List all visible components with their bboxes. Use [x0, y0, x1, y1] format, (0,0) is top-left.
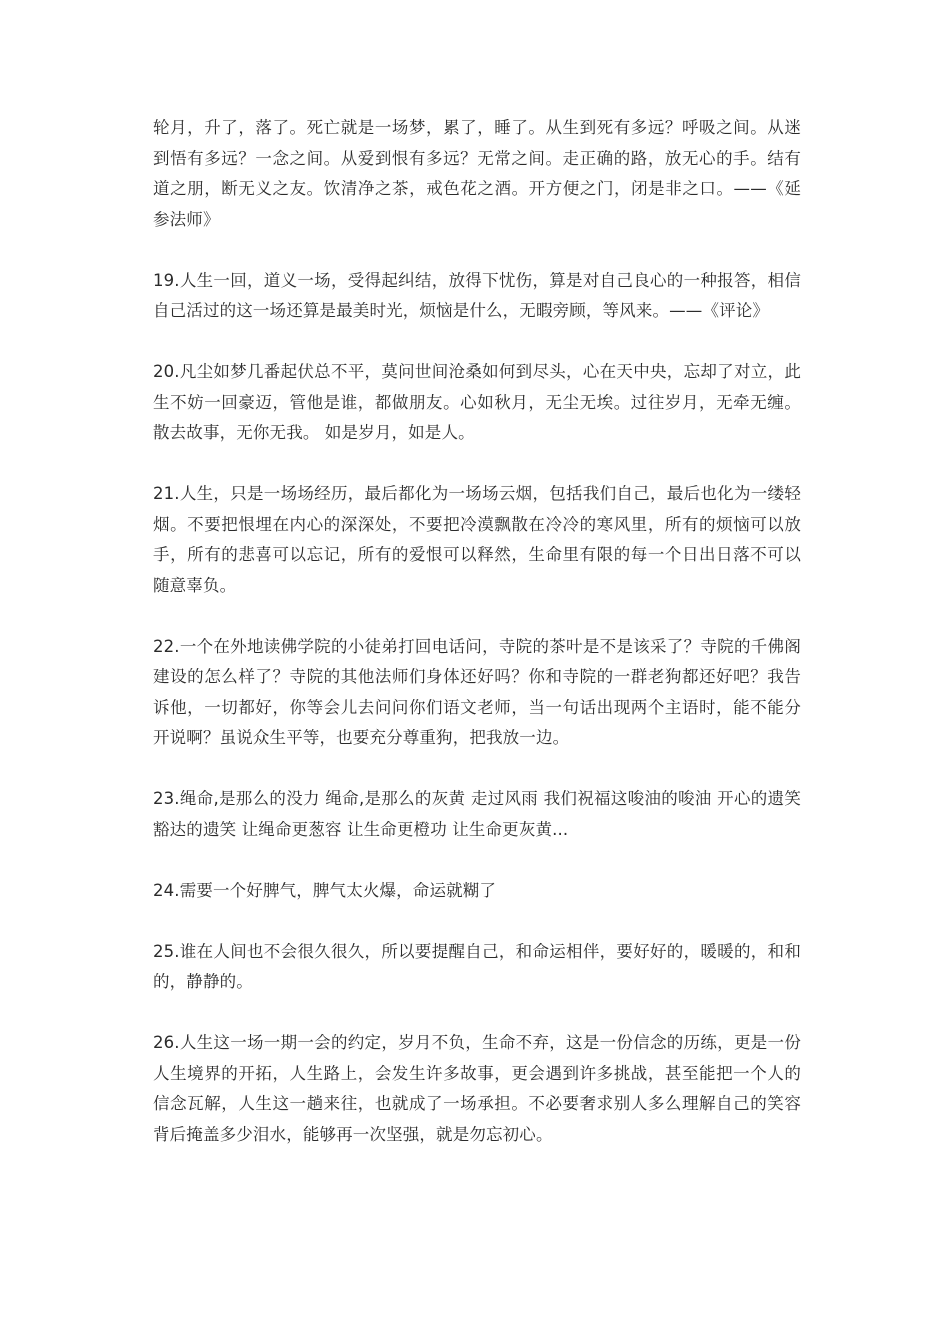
paragraph-24: 24.需要一个好脾气，脾气太火爆，命运就糊了 — [153, 880, 497, 900]
paragraph-21: 21.人生，只是一场场经历，最后都化为一场场云烟，包括我们自己，最后也化为一缕轻烟。不要把恨埋在内心的深深处，不要把冷漠飘散在冷冷的寒风里，所有的烦恼可以放手，所有的悲喜可以忘记，所有的爱恨可以释然，生命里有限的每一个日出日落不可以随意辜负。 — [153, 484, 801, 595]
paragraph-22: 22.一个在外地读佛学院的小徒弟打回电话问，寺院的茶叶是不是该采了？寺院的千佛阁建设的怎么样了？寺院的其他法师们身体还好吗？你和寺院的一群老狗都还好吧？我告诉他，一切都好，你等会儿去问问你们语文老师，当一句话出现两个主语时，能不能分开说啊？虽说众生平等，也要充分尊重狗，把我放一边。 — [153, 636, 801, 747]
paragraph-19: 19.人生一回，道义一场，受得起纠结，放得下忧伤，算是对自己良心的一种报答，相信自己活过的这一场还算是最美时光，烦恼是什么，无暇旁顾，等风来。——《评论》 — [153, 270, 801, 320]
document-page — [153, 113, 801, 1181]
paragraph-continued: 轮月，升了，落了。死亡就是一场梦，累了，睡了。从生到死有多远？呼吸之间。从迷到悟有多远？一念之间。从爱到恨有多远？无常之间。走正确的路，放无心的手。结有道之朋，断无义之友。饮清净之茶，戒色花之酒。开方便之门，闭是非之口。——《延参法师》 — [153, 118, 801, 229]
paragraph-25: 25.谁在人间也不会很久很久，所以要提醒自己，和命运相伴，要好好的，暖暖的，和和的，静静的。 — [153, 941, 801, 991]
paragraph-26: 26.人生这一场一期一会的约定，岁月不负，生命不弃，这是一份信念的历练，更是一份人生境界的开拓，人生路上，会发生许多故事，更会遇到许多挑战，甚至能把一个人的信念瓦解，人生这一趟来往，也就成了一场承担。不必要奢求别人多么理解自己的笑容背后掩盖多少泪水，能够再一次坚强，就是勿忘初心。 — [153, 1033, 801, 1144]
paragraph-23: 23.绳命,是那么的没力 绳命,是那么的灰黄 走过风雨 我们祝福这唆油的唆油 开心的遗笑 豁达的遗笑 让绳命更葱容 让生命更橙功 让生命更灰黄... — [153, 789, 801, 839]
paragraph-20: 20.凡尘如梦几番起伏总不平，莫问世间沧桑如何到尽头，心在天中央，忘却了对立，此生不妨一回豪迈，管他是谁，都做朋友。心如秋月，无尘无埃。过往岁月，无牵无缠。散去故事，无你无我。 如是岁月，如是人。 — [153, 362, 801, 442]
